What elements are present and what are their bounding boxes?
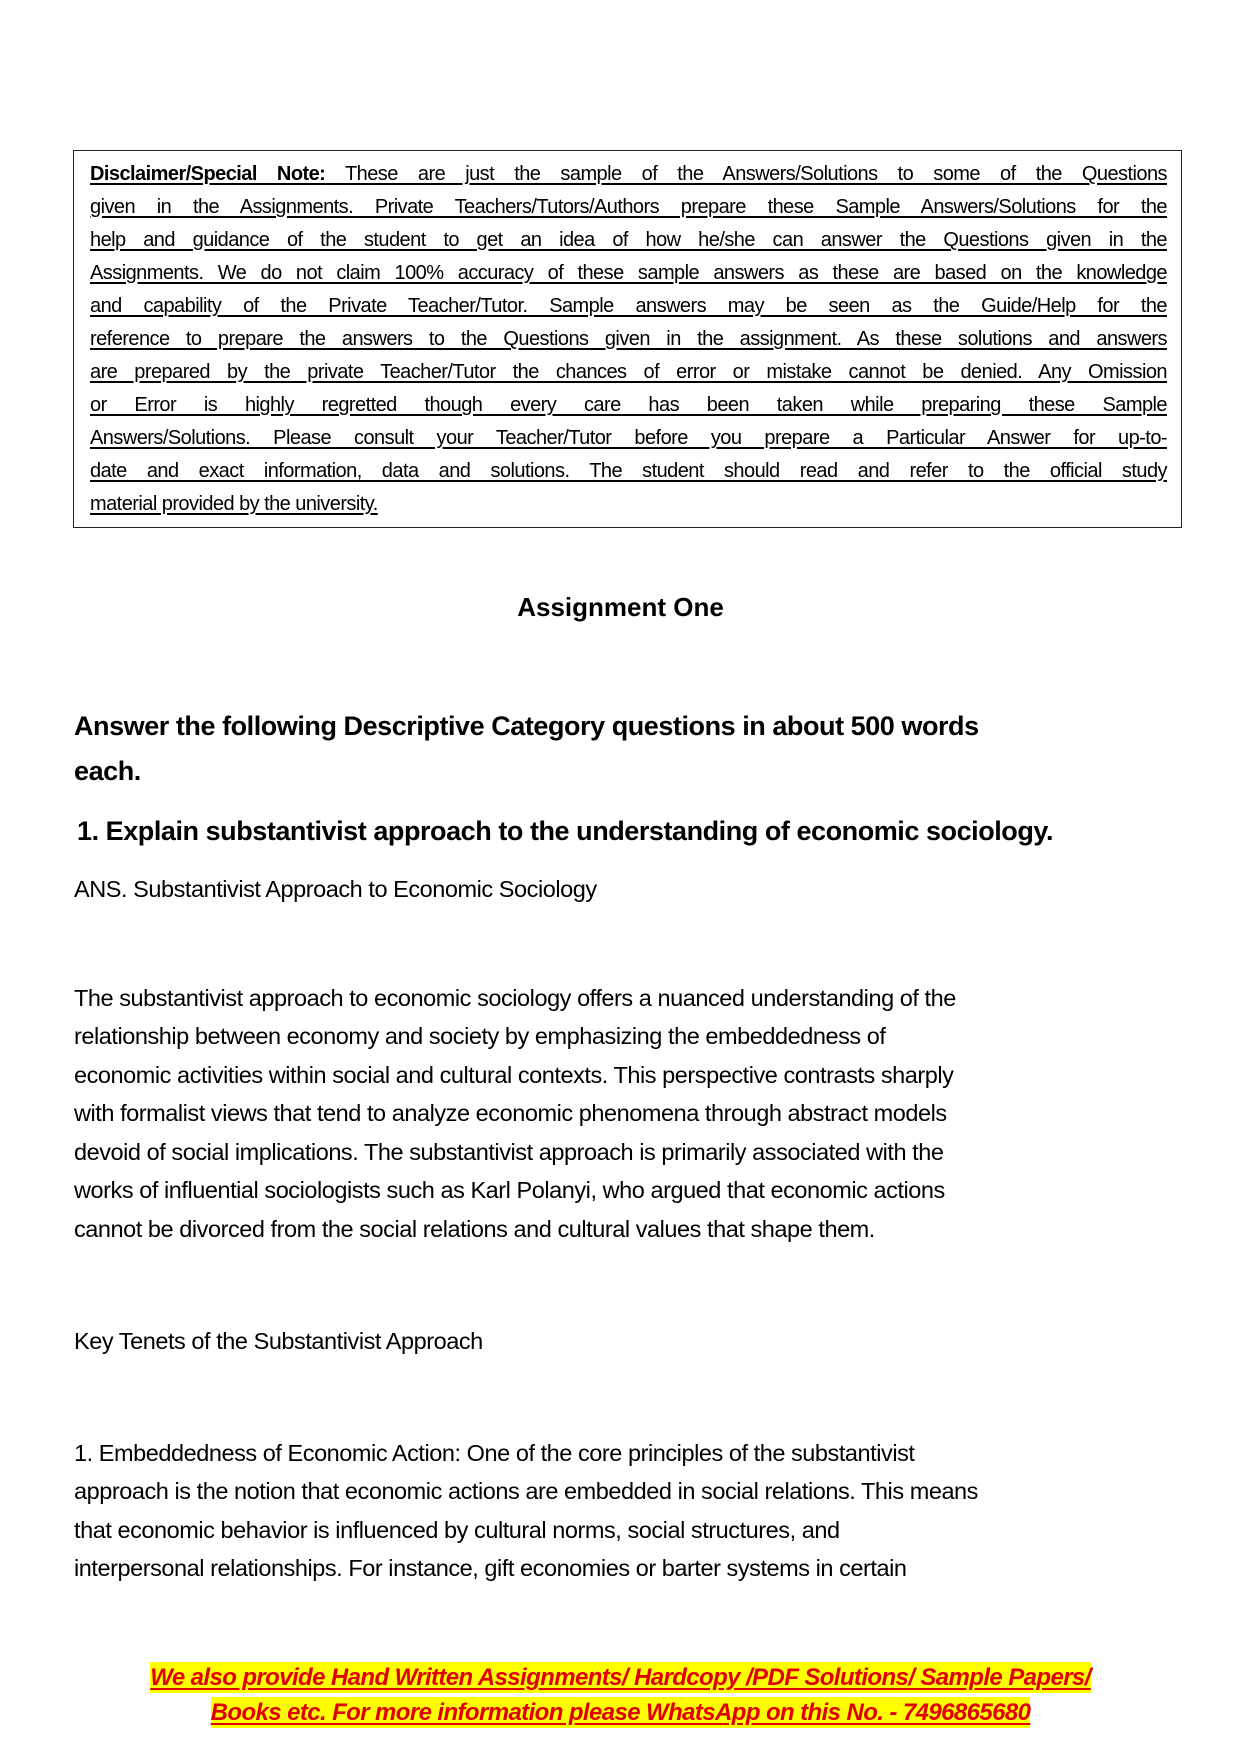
promo-text: We also provide Hand Written Assignments/ Hardcopy /PDF Solutions/ Sample Papers/ — [150, 1664, 1091, 1691]
paragraph-line: economic activities within social and cultural contexts. This perspective contrasts sharply — [74, 1062, 954, 1088]
disclaimer-line: and capability of the Private Teacher/Tutor. Sample answers may be seen as the Guide/Help for the — [90, 295, 1167, 317]
promo-contact-text: Books etc. For more information please WhatsApp on this No. - 7496865680 — [210, 1699, 1031, 1726]
disclaimer-line: date and exact information, data and solutions. The student should read and refer to the official study — [90, 460, 1167, 482]
promo-line — [0, 1699, 1241, 1727]
disclaimer-line: or Error is highly regretted though every care has been taken while preparing these Sample — [90, 394, 1167, 416]
disclaimer-label: Disclaimer/Special Note: — [90, 163, 326, 185]
promo-line — [0, 1664, 1241, 1692]
assignment-title: Assignment One — [517, 592, 724, 622]
disclaimer-line: Assignments. We do not claim 100% accuracy of these sample answers as these are based on the knowledge — [90, 262, 1167, 284]
disclaimer-line: are prepared by the private Teacher/Tutor the chances of error or mistake cannot be denied. Any Omission — [90, 361, 1167, 383]
paragraph-line: that economic behavior is influenced by cultural norms, social structures, and — [74, 1517, 840, 1543]
answer-heading: ANS. Substantivist Approach to Economic Sociology — [74, 876, 597, 902]
paragraph-line: with formalist views that tend to analyze economic phenomena through abstract models — [74, 1100, 947, 1126]
section-heading: Key Tenets of the Substantivist Approach — [74, 1328, 483, 1354]
disclaimer-line: material provided by the university. — [90, 493, 378, 515]
disclaimer-line: reference to prepare the answers to the Questions given in the assignment. As these solutions and answers — [90, 328, 1167, 350]
paragraph-line: cannot be divorced from the social relations and cultural values that shape them. — [74, 1216, 875, 1242]
paragraph-line: interpersonal relationships. For instance, gift economies or barter systems in certain — [74, 1555, 907, 1581]
disclaimer-line: help and guidance of the student to get an idea of how he/she can answer the Questions given in the — [90, 229, 1167, 251]
paragraph-line: The substantivist approach to economic sociology offers a nuanced understanding of the — [74, 985, 956, 1011]
instruction-line: Answer the following Descriptive Category questions in about 500 words — [74, 711, 979, 741]
disclaimer-line: Disclaimer/Special Note: These are just the sample of the Answers/Solutions to some of the Questions — [90, 163, 1168, 185]
paragraph-line: 1. Embeddedness of Economic Action: One of the core principles of the substantivist — [74, 1440, 915, 1466]
paragraph-line: approach is the notion that economic actions are embedded in social relations. This means — [74, 1478, 978, 1504]
paragraph-line: works of influential sociologists such as Karl Polanyi, who argued that economic actions — [74, 1177, 945, 1203]
disclaimer-line: given in the Assignments. Private Teachers/Tutors/Authors prepare these Sample Answers/Solutions for the — [90, 196, 1167, 218]
disclaimer-line: Answers/Solutions. Please consult your Teacher/Tutor before you prepare a Particular Answer for up-to- — [90, 427, 1167, 449]
paragraph-line: relationship between economy and society by emphasizing the embeddedness of — [74, 1023, 886, 1049]
paragraph-line: devoid of social implications. The substantivist approach is primarily associated with the — [74, 1139, 944, 1165]
question-heading: 1. Explain substantivist approach to the understanding of economic sociology. — [77, 816, 1053, 846]
instruction-line: each. — [74, 756, 141, 786]
